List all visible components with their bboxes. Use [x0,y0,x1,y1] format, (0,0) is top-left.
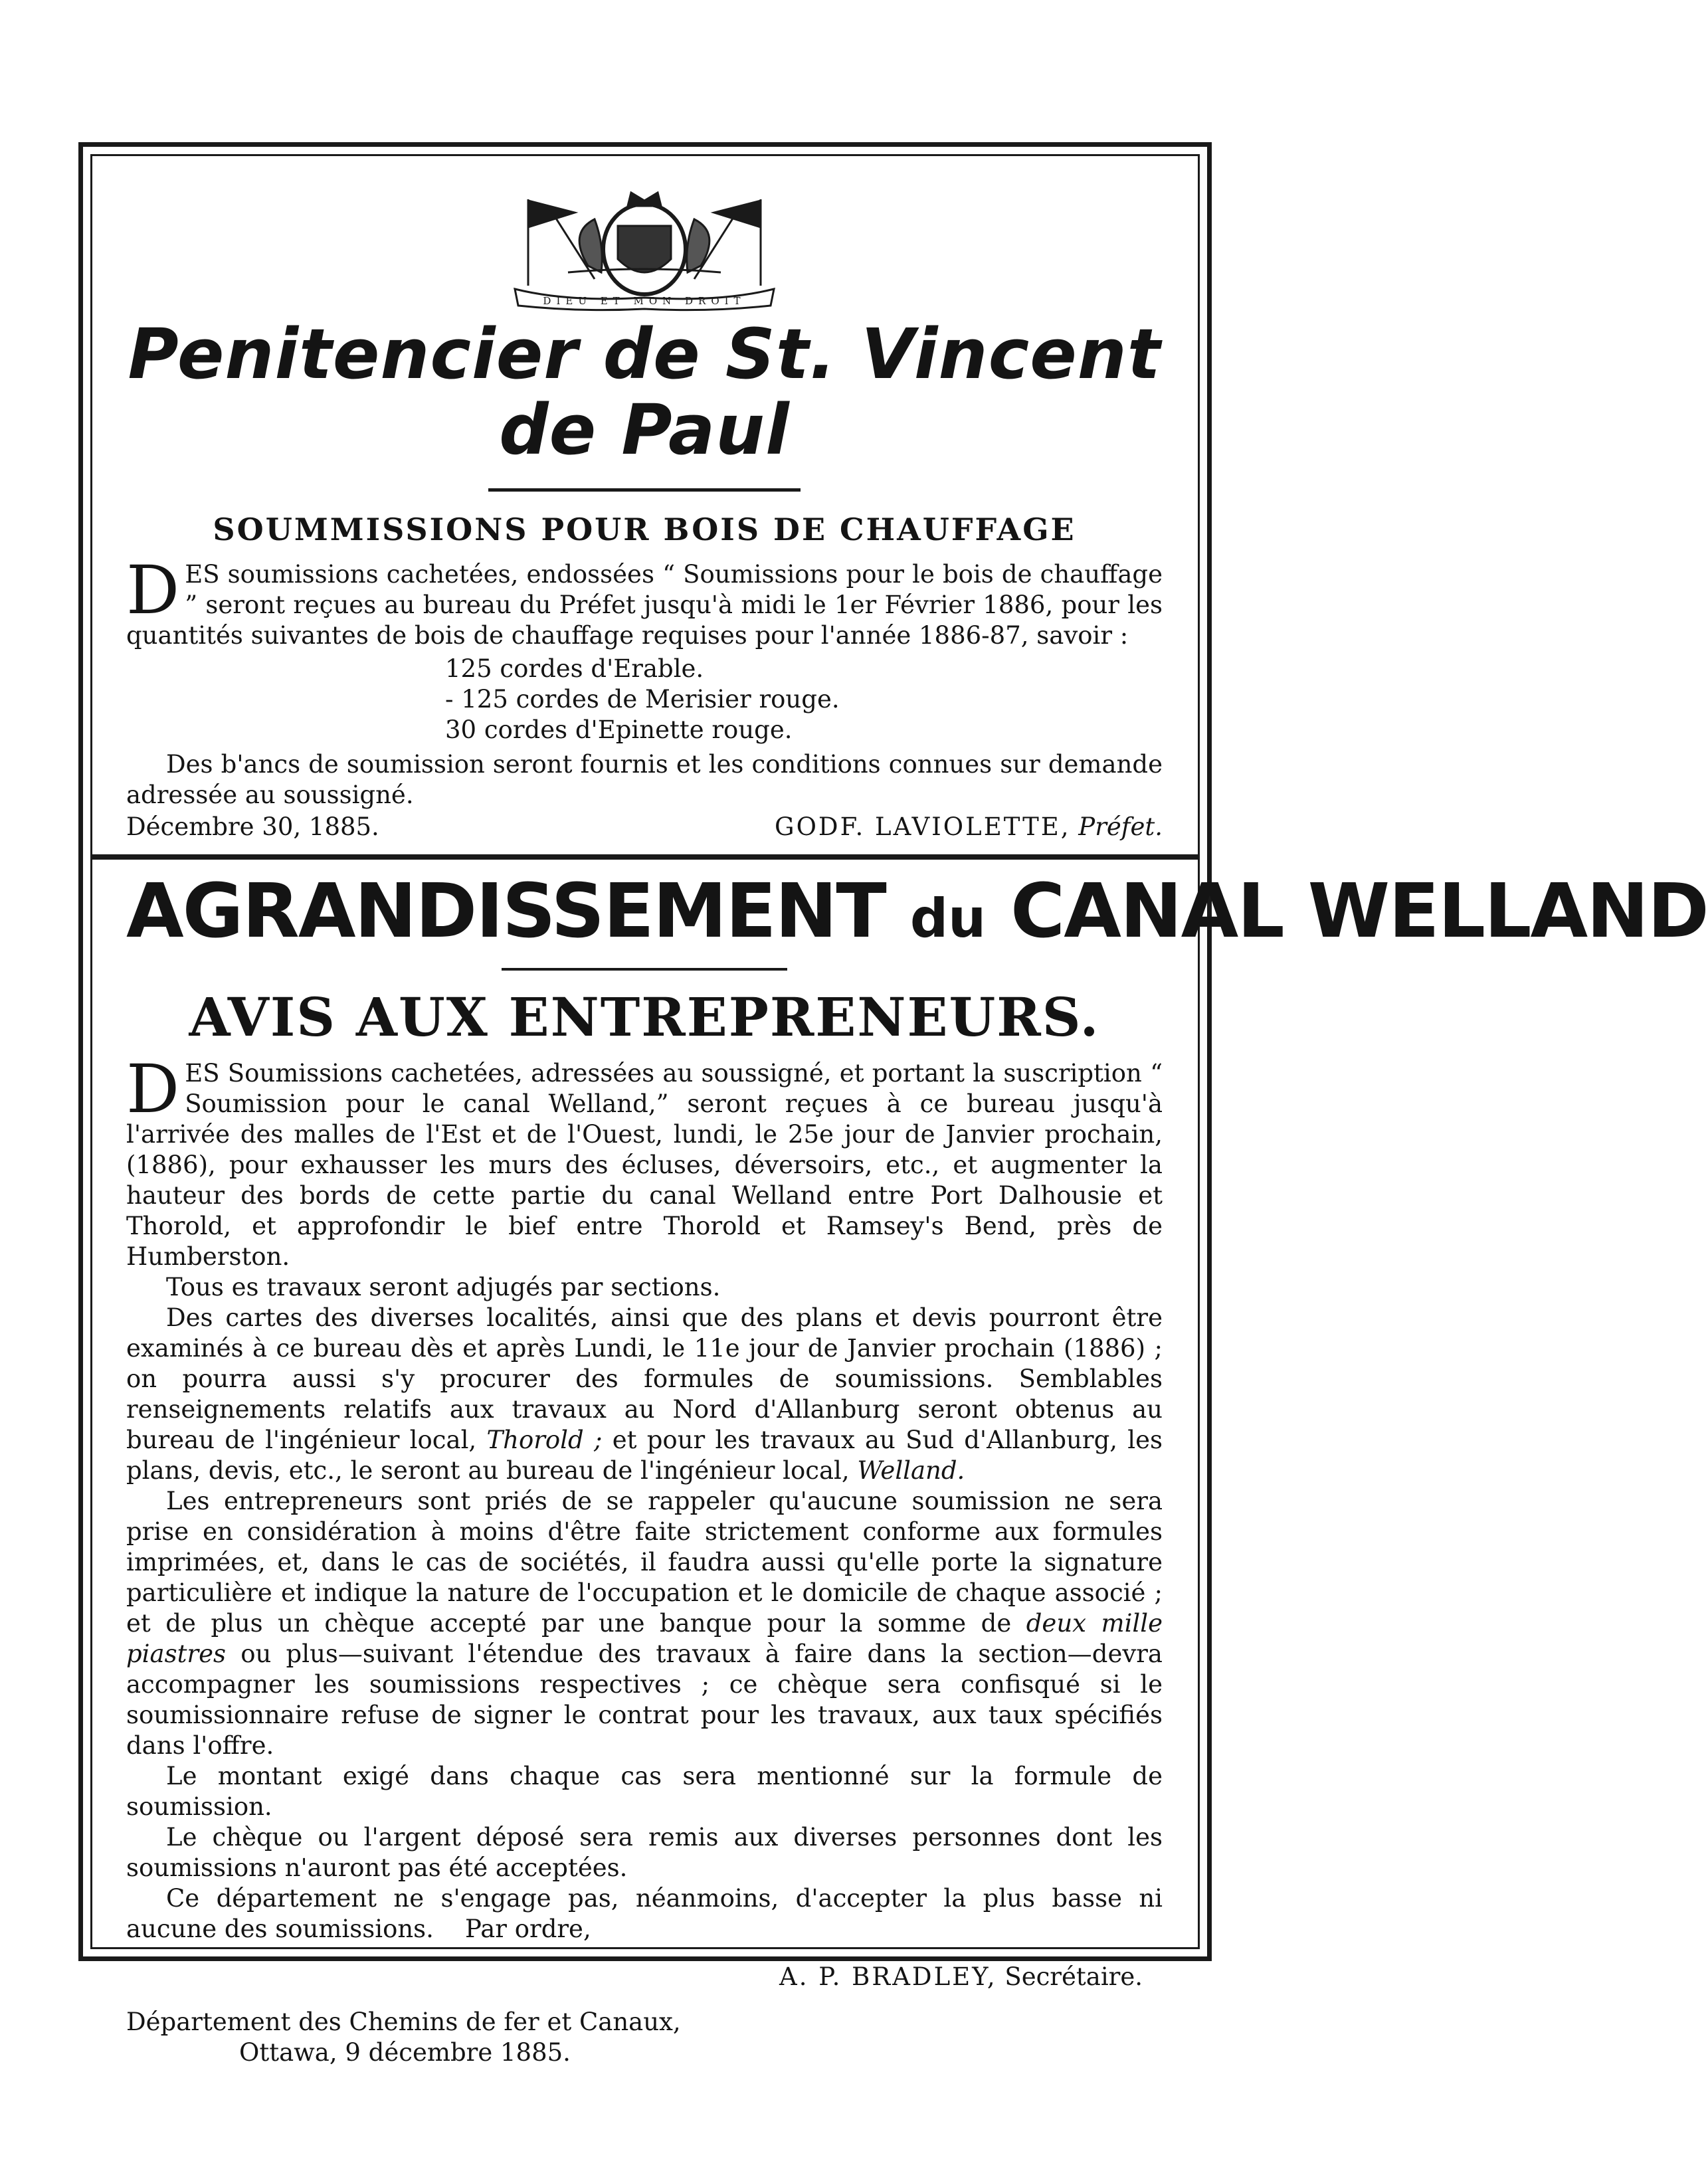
amount-paragraph: Le montant exigé dans chaque cas sera mentionné sur la formule de soumission. [126,1762,1163,1822]
title-part: CANAL WELLAND [1010,868,1708,955]
signer [775,812,1163,842]
secretary-signature [126,1962,1163,1992]
refund-paragraph: Le chèque ou l'argent déposé sera remis aux diverses personnes dont les soumissions n'auront pas été acceptées. [126,1823,1163,1883]
signer-title: Préfet. [1078,812,1163,841]
title-part: AGRANDISSEMENT [126,868,886,955]
plans-paragraph [126,1303,1163,1486]
place-date: Ottawa, 9 décembre 1885. [239,2038,571,2067]
text-run: Les entrepreneurs sont priés de se rappeler qu'aucune soumission ne sera prise en considération à moins d'être faite strictement conforme aux formules imprimées, et, dans le cas de sociétés, il faudra aussi qu'elle porte la signature particulière et indique la nature de l'occupation et le domicile de chaque associé ; et de plus un chèque accepté par une banque pour la somme de [126,1487,1163,1638]
disclaimer-paragraph [126,1883,1163,1944]
section-separator [90,854,1198,860]
divider-rule [502,968,787,971]
divider-rule [488,488,801,492]
tender-paragraph: DES Soumissions cachetées, adressées au soussigné, et portant la suscription “ Soumission pour le canal Welland,” seront reçues à ce bureau jusqu'à l'arrivée des malles de l'Est et de l'Ouest, lundi, le 25e jour de Janvier prochain, (1886), pour exhausser les murs des écluses, déversoirs, etc., et augmenter la hauteur des bords de cette partie du canal Welland entre Port Dalhousie et Thorold, et approfondir le bief entre Thorold et Ramsey's Bend, près de Humberston. [126,1050,1163,1272]
title-part: du [909,887,987,949]
canal-welland-title [126,868,1708,955]
avis-subtitle: AVIS AUX ENTREPRENEURS. [189,986,1100,1049]
crest-motto: DIEU ET MON DROIT [543,295,746,307]
text-run: Ce département ne s'engage pas, néanmoins, d'accepter la plus basse ni aucune des soumissions. [126,1884,1163,1944]
firewood-intro-paragraph: DES soumissions cachetées, endossées “ Soumissions pour le bois de chauffage ” seront reçues au bureau du Préfet jusqu'à midi le 1er Février 1886, pour les quantités suivantes de bois de chauffage requises pour l'année 1886-87, savoir : [126,551,1163,650]
place-name: Welland. [857,1456,965,1485]
notice-penitencier [126,186,1163,842]
place-name: Thorold ; [486,1426,603,1455]
list-item: 125 cordes d'Erable. [445,654,704,683]
list-item: - 125 cordes de Merisier rouge. [445,684,840,713]
penitencier-title: Penitencier de St. Vincent de Paul [128,314,1161,471]
text-run: et pour les travaux au Sud d'Allanburg, les plans, devis, etc., le seront au bureau de l'ingénieur local, [126,1426,1163,1485]
signature-line [126,812,1163,842]
signer-name: A. P. BRADLEY, [779,1962,997,1992]
blank-forms-paragraph: Des b'ancs de soumission seront fournis et les conditions connues sur demande adressée au soussigné. [126,749,1163,809]
par-ordre: Par ordre, [464,1915,591,1944]
deposit-amount: deux mille piastres [126,1609,1163,1669]
royal-coat-of-arms-icon [488,186,801,312]
newspaper-advertisement [126,186,1708,2068]
firewood-tender-heading: SOUMMISSIONS POUR BOIS DE CHAUFFAGE [213,511,1076,547]
wood-quantities-list [445,654,1163,745]
text-run: ou plus—suivant l'étendue des travaux à faire dans la section—devra accompagner les soumissions respectives ; ce chèque sera confisqué si le soumissionnaire refuse de signer le contrat pour les travaux, aux taux spécifiés dans l'offre. [126,1640,1163,1760]
sections-paragraph: Tous es travaux seront adjugés par sections. [166,1273,721,1302]
department-name: Département des Chemins de fer et Canaux, [126,2008,681,2037]
text-run: Des cartes des diverses localités, ainsi que des plans et devis pourront être examinés à ce bureau dès et après Lundi, le 11e jour de Janvier prochain (1886) ; on pourra aussi s'y procurer des formules de soumissions. Semblables renseignements relatifs aux travaux au Nord d'Allanburg seront obtenus au bureau de l'ingénieur local, [126,1303,1163,1455]
department-address [126,2007,1163,2068]
notice-date: Décembre 30, 1885. [126,812,379,841]
list-item: 30 cordes d'Epinette rouge. [445,715,793,744]
notice-canal-welland [126,868,1708,2069]
conditions-paragraph [126,1486,1163,1761]
signer-title: Secrétaire. [1004,1962,1143,1992]
signer-name: GODF. LAVIOLETTE, [775,812,1071,841]
